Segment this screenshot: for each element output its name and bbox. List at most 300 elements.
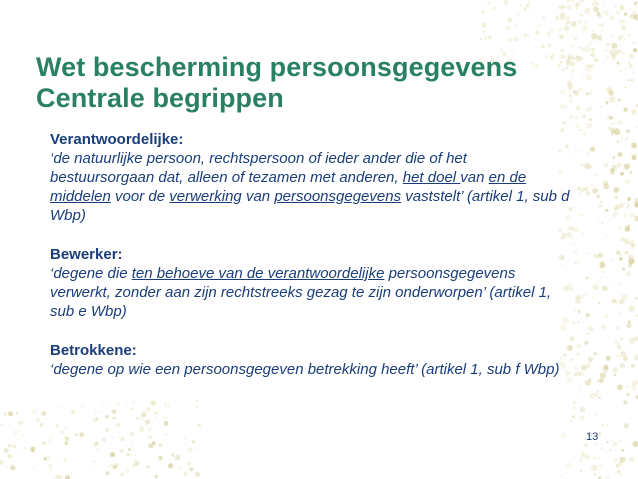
pattern-dot: [634, 198, 638, 203]
pattern-dot: [580, 14, 583, 17]
pattern-dot: [610, 3, 612, 5]
pattern-dot: [580, 0, 584, 2]
pattern-dot: [573, 37, 577, 41]
pattern-dot: [617, 345, 620, 348]
pattern-dot: [582, 233, 585, 236]
pattern-dot: [566, 462, 571, 467]
pattern-dot: [580, 282, 582, 284]
definition-text: van: [460, 169, 489, 186]
definition-text: ‘de natuurlijke persoon, rechtspersoon of ieder ander die of het bestuursorgaan dat, alleen of tezamen met anderen,: [50, 150, 467, 186]
pattern-dot: [33, 467, 35, 469]
pattern-dot: [140, 418, 143, 421]
pattern-dot: [589, 118, 592, 121]
pattern-dot: [630, 8, 632, 10]
slide-title: [36, 52, 616, 114]
pattern-dot: [132, 464, 135, 467]
pattern-dot: [630, 383, 632, 385]
pattern-dot: [159, 460, 161, 462]
pattern-dot: [55, 424, 59, 428]
pattern-dot: [60, 455, 62, 457]
pattern-dot: [163, 416, 167, 420]
pattern-dot: [22, 421, 24, 423]
pattern-dot: [192, 440, 195, 443]
pattern-dot: [628, 34, 631, 37]
pattern-dot: [158, 443, 163, 448]
pattern-dot: [574, 262, 576, 264]
pattern-dot: [560, 432, 566, 438]
pattern-dot: [611, 439, 613, 441]
pattern-dot: [197, 423, 201, 427]
pattern-dot: [601, 447, 603, 449]
pattern-dot: [484, 37, 487, 40]
pattern-dot: [501, 48, 503, 50]
pattern-dot: [559, 28, 562, 31]
pattern-dot: [634, 2, 638, 6]
pattern-dot: [508, 38, 512, 42]
pattern-dot: [41, 411, 46, 416]
pattern-dot: [628, 62, 631, 65]
pattern-dot: [593, 284, 599, 290]
definition-betrokkene: [50, 360, 570, 379]
pattern-dot: [4, 448, 9, 453]
pattern-dot: [135, 460, 140, 465]
pattern-dot: [593, 7, 599, 13]
pattern-dot: [600, 201, 602, 203]
pattern-dot: [13, 430, 18, 435]
pattern-dot: [60, 476, 62, 478]
pattern-dot: [558, 7, 560, 9]
pattern-dot: [575, 116, 579, 120]
pattern-dot: [632, 41, 635, 44]
pattern-dot: [626, 272, 630, 276]
pattern-dot: [148, 435, 152, 439]
pattern-dot: [600, 23, 604, 27]
pattern-dot: [605, 209, 608, 212]
pattern-dot: [581, 47, 585, 51]
pattern-dot: [571, 420, 573, 422]
pattern-dot: [578, 19, 583, 24]
pattern-dot: [621, 237, 625, 241]
pattern-dot: [572, 34, 574, 36]
pattern-dot: [575, 3, 579, 7]
pattern-dot: [600, 39, 602, 41]
pattern-dot: [629, 171, 632, 174]
pattern-dot: [633, 301, 635, 303]
pattern-dot: [592, 297, 595, 300]
pattern-dot: [145, 420, 150, 425]
pattern-dot: [105, 428, 109, 432]
pattern-dot: [188, 447, 193, 452]
pattern-dot: [594, 473, 596, 475]
pattern-dot: [566, 16, 570, 20]
pattern-dot: [576, 8, 578, 10]
pattern-dot: [532, 9, 534, 11]
pattern-dot: [602, 286, 608, 292]
pattern-dot: [606, 114, 612, 120]
pattern-dot: [569, 114, 573, 118]
pattern-dot: [131, 441, 134, 444]
pattern-dot: [592, 29, 594, 31]
pattern-dot: [105, 415, 109, 419]
pattern-dot: [519, 5, 522, 8]
pattern-dot: [581, 365, 587, 371]
pattern-dot: [574, 251, 577, 254]
pattern-dot: [595, 414, 597, 416]
pattern-dot: [8, 444, 13, 449]
pattern-dot: [577, 321, 579, 323]
pattern-dot: [570, 358, 573, 361]
pattern-dot: [129, 454, 132, 457]
pattern-dot: [1, 424, 3, 426]
pattern-dot: [572, 406, 577, 411]
pattern-dot: [32, 409, 37, 414]
pattern-dot: [611, 299, 616, 304]
pattern-dot: [620, 338, 623, 341]
pattern-dot: [535, 38, 537, 40]
pattern-dot: [106, 471, 110, 475]
pattern-dot: [577, 187, 580, 190]
underlined-term: verwerking: [169, 188, 242, 205]
pattern-dot: [626, 323, 631, 328]
pattern-dot: [88, 467, 91, 470]
pattern-dot: [588, 41, 592, 45]
pattern-dot: [593, 254, 595, 256]
pattern-dot: [626, 393, 629, 396]
pattern-dot: [592, 188, 598, 194]
pattern-dot: [190, 468, 194, 472]
pattern-dot: [626, 206, 629, 209]
pattern-dot: [624, 214, 628, 218]
pattern-dot: [615, 464, 619, 468]
pattern-dot: [633, 48, 637, 52]
pattern-dot: [610, 128, 615, 133]
pattern-dot: [555, 16, 559, 20]
pattern-dot: [617, 470, 621, 474]
pattern-dot: [598, 204, 603, 209]
pattern-dot: [509, 18, 513, 22]
pattern-dot: [171, 453, 174, 456]
pattern-dot: [130, 431, 135, 436]
pattern-dot: [595, 443, 597, 445]
pattern-dot: [622, 267, 625, 270]
pattern-dot: [483, 30, 485, 32]
pattern-dot: [155, 475, 159, 479]
pattern-dot: [580, 213, 584, 217]
pattern-dot: [624, 179, 629, 184]
pattern-dot: [616, 10, 620, 14]
pattern-dot: [614, 281, 616, 283]
pattern-dot: [575, 123, 580, 128]
pattern-dot: [634, 216, 638, 222]
pattern-dot: [604, 2, 606, 4]
term-verantwoordelijke: Verantwoordelijke:: [50, 131, 184, 148]
pattern-dot: [63, 436, 65, 438]
pattern-dot: [542, 17, 546, 21]
pattern-dot: [155, 411, 158, 414]
pattern-dot: [596, 215, 598, 217]
pattern-dot: [604, 365, 609, 370]
pattern-dot: [183, 436, 187, 440]
slide-body: [50, 130, 570, 399]
pattern-dot: [598, 397, 600, 399]
pattern-dot: [597, 23, 600, 26]
pattern-dot: [16, 412, 18, 414]
pattern-dot: [629, 64, 633, 68]
pattern-dot: [572, 243, 575, 246]
pattern-dot: [611, 259, 614, 262]
pattern-dot: [599, 262, 605, 268]
pattern-dot: [164, 424, 167, 427]
pattern-dot: [609, 449, 611, 451]
pattern-dot: [97, 448, 99, 450]
pattern-dot: [548, 44, 551, 47]
pattern-dot: [631, 247, 633, 249]
pattern-dot: [65, 475, 70, 479]
pattern-dot: [132, 401, 135, 404]
underlined-term: persoonsgegevens: [274, 188, 402, 205]
pattern-dot: [571, 22, 577, 28]
pattern-dot: [141, 461, 143, 463]
pattern-dot: [585, 380, 591, 386]
pattern-dot: [579, 47, 581, 49]
pattern-dot: [618, 312, 620, 314]
page-number: 13: [586, 431, 599, 443]
pattern-dot: [81, 405, 85, 409]
pattern-dot: [495, 23, 497, 25]
pattern-dot: [597, 268, 599, 270]
pattern-dot: [582, 114, 586, 118]
pattern-dot: [558, 44, 560, 46]
pattern-dot: [567, 6, 569, 8]
pattern-dot: [8, 411, 13, 416]
pattern-dot: [606, 356, 611, 361]
pattern-dot: [626, 130, 629, 133]
pattern-dot: [611, 16, 613, 18]
pattern-dot: [536, 31, 540, 35]
pattern-dot: [601, 222, 603, 224]
pattern-dot: [625, 251, 629, 255]
pattern-dot: [614, 5, 617, 8]
pattern-dot: [134, 449, 136, 451]
pattern-dot: [599, 472, 601, 474]
pattern-dot: [596, 195, 600, 199]
pattern-dot: [112, 417, 115, 420]
pattern-dot: [628, 320, 631, 323]
pattern-dot: [577, 310, 580, 313]
pattern-dot: [506, 26, 511, 31]
underlined-term: ten behoeve van de verantwoordelijke: [131, 265, 385, 282]
pattern-dot: [21, 474, 22, 475]
pattern-dot: [621, 34, 624, 37]
definition-text: ‘degene die: [50, 265, 132, 282]
pattern-dot: [631, 109, 636, 114]
pattern-dot: [492, 6, 496, 10]
definition-text: vaststelt’ (artikel 1, sub d Wbp): [50, 188, 570, 224]
pattern-dot: [578, 191, 582, 195]
pattern-dot: [627, 79, 629, 81]
pattern-dot: [517, 14, 519, 16]
pattern-dot: [580, 470, 582, 472]
pattern-dot: [605, 11, 610, 16]
pattern-dot: [586, 333, 588, 335]
pattern-dot: [535, 47, 537, 49]
pattern-dot: [95, 418, 97, 420]
pattern-dot: [135, 455, 137, 457]
pattern-dot: [629, 457, 634, 462]
pattern-dot: [126, 453, 129, 456]
pattern-dot: [632, 71, 635, 74]
pattern-dot: [580, 164, 583, 167]
pattern-dot: [130, 408, 133, 411]
pattern-dot: [4, 412, 8, 416]
pattern-dot: [629, 337, 635, 343]
pattern-dot: [75, 433, 78, 436]
pattern-dot: [100, 404, 103, 407]
pattern-dot: [58, 406, 60, 408]
pattern-dot: [31, 449, 35, 453]
pattern-dot: [60, 430, 64, 434]
pattern-dot: [594, 38, 596, 40]
pattern-dot: [481, 23, 486, 28]
pattern-dot: [600, 277, 602, 279]
pattern-dot: [632, 155, 637, 160]
pattern-dot: [598, 457, 600, 459]
pattern-dot: [8, 454, 12, 458]
pattern-dot: [566, 0, 571, 3]
definition-bewerker: [50, 264, 570, 321]
pattern-dot: [615, 341, 620, 346]
pattern-dot: [109, 466, 111, 468]
pattern-dot: [599, 378, 604, 383]
pattern-dot: [13, 445, 16, 448]
pattern-dot: [482, 4, 484, 6]
pattern-dot: [592, 39, 594, 41]
pattern-dot: [632, 10, 636, 14]
underlined-term: en de middelen: [50, 169, 527, 205]
pattern-dot: [613, 367, 618, 372]
pattern-dot: [631, 143, 637, 149]
pattern-dot: [116, 423, 120, 427]
pattern-dot: [627, 197, 631, 201]
pattern-dot: [574, 373, 577, 376]
term-betrokkene: Betrokkene:: [50, 342, 137, 359]
pattern-dot: [611, 43, 617, 49]
pattern-dot: [64, 426, 69, 431]
pattern-dot: [79, 432, 84, 437]
pattern-dot: [601, 424, 604, 427]
pattern-dot: [573, 309, 576, 312]
pattern-dot: [86, 413, 88, 415]
pattern-dot: [106, 405, 108, 407]
pattern-dot: [588, 252, 591, 255]
pattern-dot: [63, 466, 65, 468]
pattern-dot: [71, 410, 75, 414]
pattern-dot: [613, 374, 616, 377]
pattern-dot: [597, 35, 603, 41]
pattern-dot: [488, 2, 491, 5]
pattern-dot: [564, 473, 566, 475]
pattern-dot: [619, 255, 621, 257]
pattern-dot: [146, 465, 149, 468]
pattern-dot: [629, 213, 635, 219]
pattern-dot: [119, 449, 123, 453]
definition-text: persoonsgegevens verwerkt, zonder aan zijn rechtstreeks gezag te zijn onderworpen’ (artikel 1, sub e Wbp): [50, 265, 552, 320]
pattern-dot: [598, 253, 603, 258]
pattern-dot: [166, 434, 168, 436]
pattern-dot: [97, 474, 99, 476]
pattern-dot: [547, 32, 551, 36]
pattern-dot: [628, 263, 632, 267]
pattern-dot: [585, 21, 587, 23]
pattern-dot: [606, 441, 608, 443]
pattern-dot: [580, 416, 584, 420]
pattern-dot: [126, 404, 128, 406]
pattern-dot: [541, 44, 545, 48]
pattern-dot: [612, 156, 615, 159]
pattern-dot: [613, 187, 619, 193]
pattern-dot: [611, 133, 613, 135]
pattern-dot: [120, 437, 125, 442]
pattern-dot: [10, 465, 15, 470]
pattern-dot: [94, 410, 97, 413]
pattern-dot: [550, 28, 554, 32]
pattern-dot: [543, 12, 545, 14]
pattern-dot: [606, 424, 609, 427]
pattern-dot: [619, 70, 621, 72]
pattern-dot: [598, 302, 600, 304]
pattern-dot: [613, 458, 618, 463]
pattern-dot: [587, 332, 591, 336]
pattern-dot: [589, 165, 592, 168]
pattern-dot: [564, 25, 570, 31]
pattern-dot: [631, 79, 633, 81]
pattern-dot: [583, 31, 585, 33]
pattern-dot: [570, 43, 574, 47]
pattern-dot: [195, 472, 200, 477]
pattern-dot: [611, 170, 615, 174]
title-line-1: Wet bescherming persoonsgegevens: [36, 52, 518, 82]
pattern-dot: [602, 10, 605, 13]
pattern-dot: [591, 2, 596, 7]
pattern-dot: [606, 236, 608, 238]
pattern-dot: [572, 321, 575, 324]
pattern-dot: [526, 4, 530, 8]
pattern-dot: [613, 212, 618, 217]
pattern-dot: [183, 443, 185, 445]
pattern-dot: [617, 385, 623, 391]
pattern-dot: [579, 458, 583, 462]
pattern-dot: [571, 0, 576, 3]
pattern-dot: [577, 260, 580, 263]
pattern-dot: [177, 465, 181, 469]
pattern-dot: [624, 12, 627, 15]
pattern-dot: [577, 353, 580, 356]
pattern-dot: [42, 441, 46, 445]
pattern-dot: [570, 236, 573, 239]
pattern-dot: [562, 5, 566, 9]
pattern-dot: [175, 455, 180, 460]
pattern-dot: [620, 172, 624, 176]
pattern-dot: [620, 474, 622, 476]
pattern-dot: [620, 457, 626, 463]
pattern-dot: [616, 251, 620, 255]
pattern-dot: [168, 459, 170, 461]
pattern-dot: [125, 469, 130, 474]
pattern-dot: [627, 203, 629, 205]
pattern-dot: [20, 449, 21, 450]
pattern-dot: [64, 459, 67, 462]
title-line-2: Centrale begrippen: [36, 83, 284, 113]
